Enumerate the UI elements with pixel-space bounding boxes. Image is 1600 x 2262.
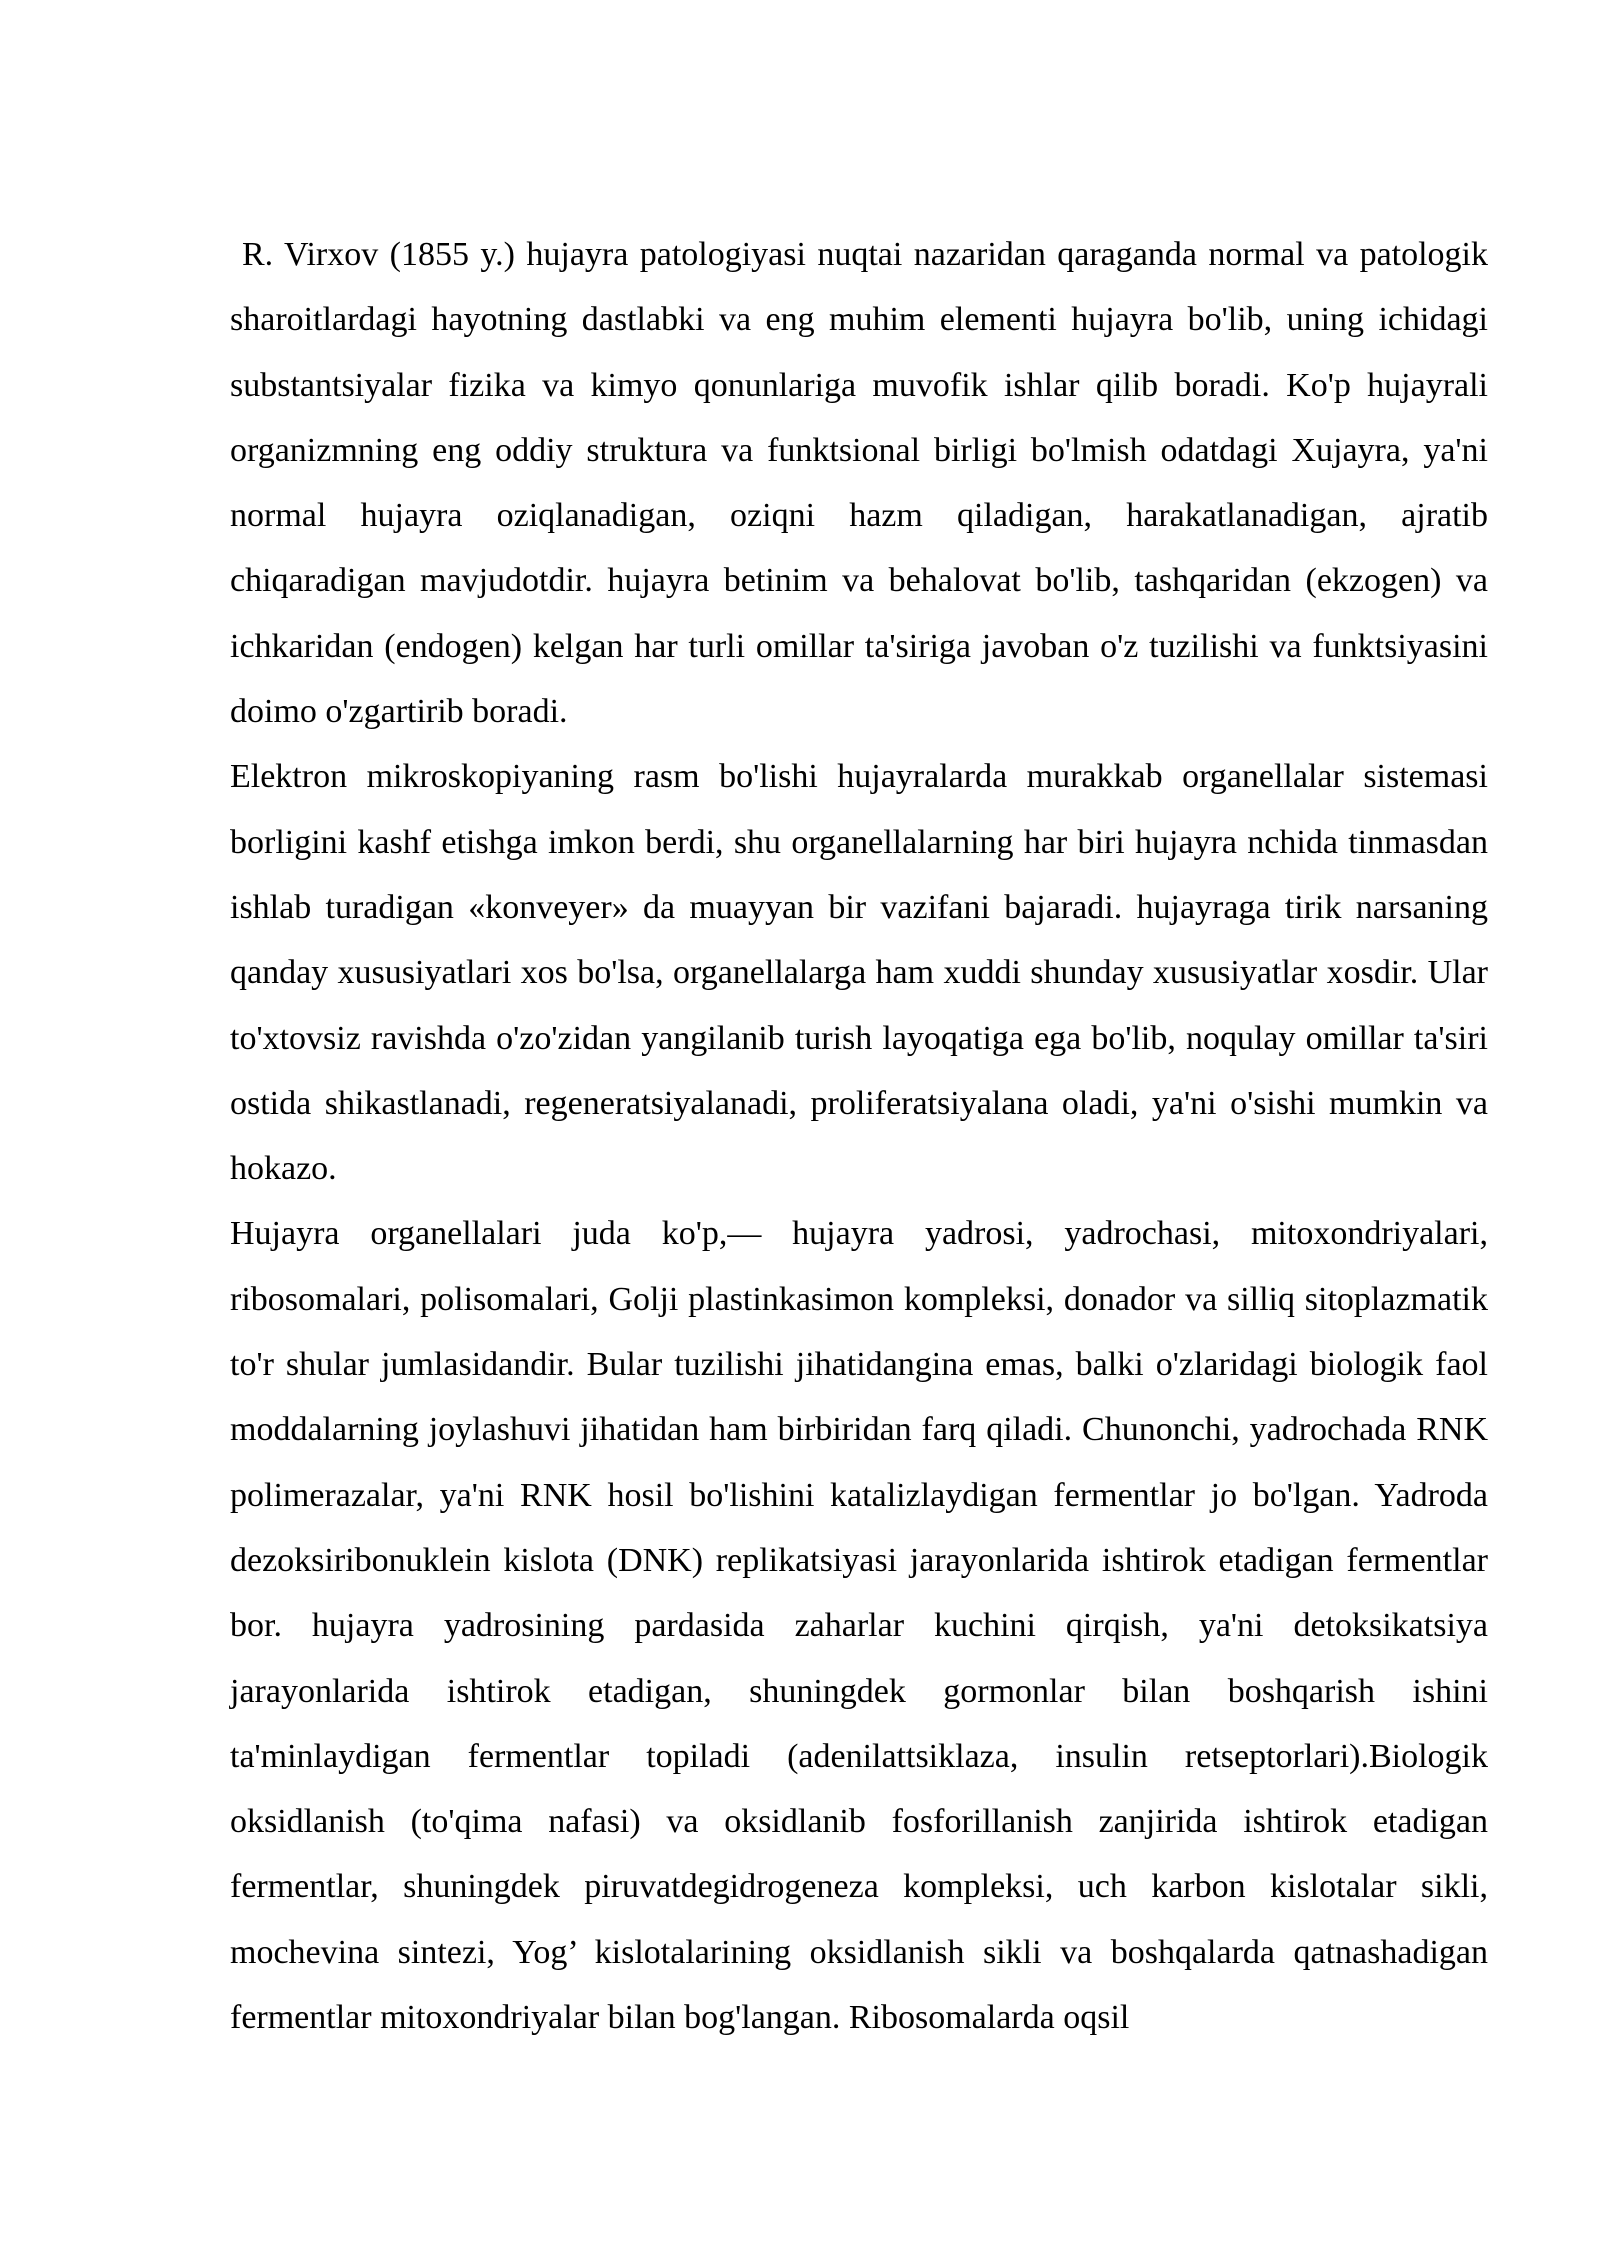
document-body: [230, 222, 1488, 2050]
paragraph-virxov: R. Virxov (1855 y.) hujayra patologiyasi nuqtai nazaridan qaraganda normal va patologik sharoitlardagi hayotning dastlabki va eng muhim elementi hujayra bo'lib, uning ichidagi substantsiyalar fizika va kimyo qonunlariga muvofik ishlar qilib boradi. Ko'p hujayrali organizmning eng oddiy struktura va funktsional birligi bo'lmish odatdagi Xujayra, ya'ni normal hujayra oziqlanadigan, oziqni hazm qiladigan, harakatlanadigan, ajratib chiqaradigan mavjudotdir. hujayra betinim va behalovat bo'lib, tashqaridan (ekzogen) va ichkaridan (endogen) kelgan har turli omillar ta'siriga javoban o'z tuzilishi va funktsiyasini doimo o'zgartirib boradi.: [230, 236, 1488, 731]
paragraph-organelles: Hujayra organellalari juda ko'p,— hujayra yadrosi, yadrochasi, mitoxondriyalari, ribosomalari, polisomalari, Golji plastinkasimon kompleksi, donador va silliq sitoplazmatik to'r shular jumlasidandir. Bular tuzilishi jihatidangina emas, balki o'zlaridagi biologik faol moddalarning joylashuvi jihatidan ham birbiridan farq qiladi. Chunonchi, yadrochada RNK polimerazalar, ya'ni RNK hosil bo'lishini katalizlaydigan fermentlar jo bo'lgan. Yadroda dezoksiribonuklein kislota (DNK) replikatsiyasi jarayonlarida ishtirok etadigan fermentlar bor. hujayra yadrosining pardasida zaharlar kuchini qirqish, ya'ni detoksikatsiya jarayonlarida ishtirok etadigan, shuningdek gormonlar bilan boshqarish ishini ta'minlaydigan fermentlar topiladi (adenilattsiklaza, insulin retseptorlari).Biologik oksidlanish (to'qima nafasi) va oksidlanib fosforillanish zanjirida ishtirok etadigan fermentlar, shuningdek piruvatdegidrogeneza kompleksi, uch karbon kislotalar sikli, mochevina sintezi, Yog’ kislotalarining oksidlanish sikli va boshqalarda qatnashadigan fermentlar mitoxondriyalar bilan bog'langan. Ribosomalarda oqsil: [230, 1215, 1488, 2037]
paragraph-electron-microscopy: Elektron mikroskopiyaning rasm bo'lishi hujayralarda murakkab organellalar sistemasi borligini kashf etishga imkon berdi, shu organellalarning har biri hujayra nchida tinmasdan ishlab turadigan «konveyer» da muayyan bir vazifani bajaradi. hujayraga tirik narsaning qanday xususiyatlari xos bo'lsa, organellalarga ham xuddi shunday xususiyatlar xosdir. Ular to'xtovsiz ravishda o'zo'zidan yangilanib turish layoqatiga ega bo'lib, noqulay omillar ta'siri ostida shikastlanadi, regeneratsiyalanadi, proliferatsiyalana oladi, ya'ni o'sishi mumkin va hokazo.: [230, 758, 1488, 1188]
